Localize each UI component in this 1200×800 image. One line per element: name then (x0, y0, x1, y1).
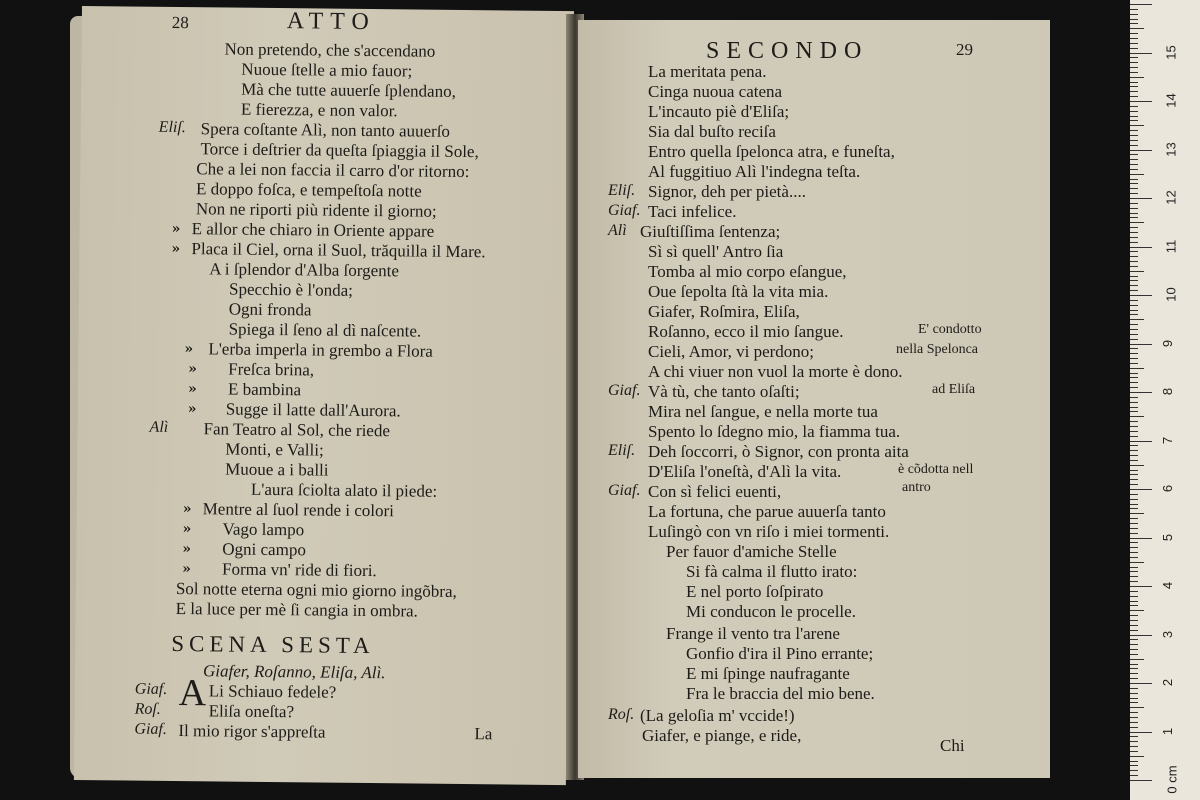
ruler-tick (1130, 188, 1138, 189)
text-line: Non pretendo, che s'accendano (224, 39, 436, 61)
ruler-tick (1130, 688, 1138, 689)
ruler-tick (1130, 630, 1138, 631)
text-line: Deh ſoccorri, ò Signor, con pronta aita (648, 442, 909, 461)
ruler-tick (1130, 741, 1138, 742)
ruler-label: 6 (1160, 484, 1176, 493)
scene-cast: Giafer, Roſanno, Eliſa, Alì. (202, 661, 386, 683)
text-line: L'erba imperla in grembo a Flora (208, 339, 433, 361)
ruler-tick (1130, 57, 1138, 58)
ruler-tick (1130, 567, 1138, 568)
ruler-tick (1130, 615, 1138, 616)
ruler-tick (1130, 387, 1138, 388)
text-line: Mi conducon le procelle. (686, 602, 856, 621)
text-line: L'aura ſciolta alato il piede: (250, 479, 438, 501)
text-line: Roſanno, ecco il mio ſangue. (648, 322, 844, 341)
text-line: Sugge il latte dall'Aurora. (225, 399, 401, 421)
quote-mark: » (182, 501, 192, 518)
ruler-tick (1130, 746, 1138, 747)
ruler-tick (1130, 86, 1138, 87)
ruler-tick (1130, 120, 1138, 121)
ruler-tick (1130, 528, 1138, 529)
ruler-tick (1130, 765, 1138, 766)
ruler-tick (1130, 436, 1138, 437)
ruler-tick (1130, 523, 1138, 524)
ruler-tick (1130, 698, 1138, 699)
text-line: La meritata pena. (648, 62, 767, 81)
ruler-tick (1130, 664, 1138, 665)
ruler-label: 5 (1160, 533, 1176, 541)
ruler-tick (1130, 727, 1138, 728)
ruler-tick (1130, 571, 1138, 572)
ruler-tick (1130, 639, 1138, 640)
ruler-tick (1130, 761, 1138, 762)
text-line: Tomba al mio corpo eſangue, (648, 262, 847, 281)
ruler-tick (1130, 19, 1138, 20)
text-line: Che a lei non faccia il carro d'or ritorno: (196, 159, 470, 182)
ruler-tick (1130, 82, 1138, 83)
ruler-tick (1130, 38, 1138, 39)
ruler-tick (1130, 552, 1138, 553)
text-line: D'Eliſa l'oneſtà, d'Alì la vita. (648, 462, 842, 481)
ruler-tick (1130, 601, 1138, 602)
ruler-tick (1130, 518, 1138, 519)
ruler-tick (1130, 266, 1138, 267)
ruler-tick (1130, 581, 1138, 582)
ruler-tick (1130, 261, 1138, 262)
ruler-tick (1130, 319, 1144, 320)
ruler-tick (1130, 314, 1138, 315)
speaker-label: Roſ. (608, 706, 635, 723)
ruler-tick (1130, 305, 1138, 306)
ruler-tick (1130, 576, 1138, 577)
speaker-label: Giaf. (134, 720, 167, 738)
quote-mark: » (182, 541, 192, 558)
text-line: Mà che tutte auuerſe ſplendano, (241, 79, 457, 101)
ruler-tick (1130, 295, 1152, 296)
ruler-tick (1130, 300, 1138, 301)
ruler-tick (1130, 290, 1138, 291)
text-line: Taci infelice. (648, 202, 737, 221)
ruler-tick (1130, 43, 1138, 44)
ruler-tick (1130, 474, 1138, 475)
ruler-tick (1130, 256, 1138, 257)
ruler-tick (1130, 382, 1138, 383)
ruler-tick (1130, 213, 1138, 214)
ruler-tick (1130, 707, 1144, 708)
text-line: Fra le braccia del mio bene. (686, 684, 875, 703)
ruler-tick (1130, 130, 1138, 131)
speaker-label: Eliſ. (608, 182, 636, 199)
ruler-tick (1130, 499, 1138, 500)
ruler-tick (1130, 53, 1152, 54)
ruler-tick (1130, 183, 1138, 184)
text-line: E allor che chiaro in Oriente appare (191, 219, 435, 241)
text-line: Il mio rigor s'appreſta (178, 721, 326, 742)
text-line: Al fuggitiuo Alì l'indegna teſta. (648, 162, 861, 181)
ruler-tick (1130, 562, 1144, 563)
left-page-number: 28 (171, 12, 189, 33)
quote-mark: » (182, 521, 192, 538)
measuring-ruler (1130, 0, 1200, 800)
ruler-tick (1130, 179, 1138, 180)
ruler-tick (1130, 28, 1144, 29)
ruler-tick (1130, 217, 1138, 218)
text-line: Placa il Ciel, orna il Suol, trăquilla il Mare. (191, 239, 486, 262)
text-line: Non ne riporti più ridente il giorno; (195, 199, 437, 221)
ruler-tick (1130, 48, 1138, 49)
ruler-tick (1130, 693, 1138, 694)
ruler-tick (1130, 770, 1138, 771)
text-line: Signor, deh per pietà.... (648, 182, 806, 201)
text-line: Specchio è l'onda; (228, 279, 354, 300)
speaker-label: Roſ. (134, 700, 161, 718)
text-line: Frange il vento tra l'arene (666, 624, 840, 643)
quote-mark: » (182, 561, 191, 578)
ruler-tick (1130, 644, 1138, 645)
ruler-tick (1130, 271, 1144, 272)
ruler-tick (1130, 125, 1144, 126)
ruler-tick (1130, 280, 1138, 281)
text-line: Giuſtiſſima ſentenza; (640, 222, 781, 241)
ruler-tick (1130, 96, 1138, 97)
ruler-tick (1130, 756, 1144, 757)
speaker-label: Giaf. (608, 482, 641, 499)
ruler-tick (1130, 635, 1152, 636)
ruler-label: 12 (1163, 190, 1179, 205)
ruler-tick (1130, 547, 1138, 548)
text-line: Giafer, e piange, e ride, (642, 726, 802, 745)
text-line: Mira nel ſangue, e nella morte tua (648, 402, 878, 421)
ruler-tick (1130, 339, 1138, 340)
ruler-tick (1130, 222, 1144, 223)
ruler-tick (1130, 232, 1138, 233)
text-line: E doppo foſca, e tempeſtoſa notte (195, 179, 422, 201)
text-line: E fierezza, e non valor. (240, 99, 398, 121)
ruler-label: 2 (1160, 678, 1176, 687)
ruler-tick (1130, 145, 1138, 146)
catchword: La (474, 724, 493, 744)
quote-mark: » (187, 381, 197, 398)
ruler-tick (1130, 111, 1138, 112)
text-line: Và tù, che tanto oſaſti; (648, 382, 800, 401)
scene-title: SCENA SESTA (171, 630, 375, 659)
text-line: Gonfio d'ira il Pino errante; (686, 644, 874, 663)
ruler-tick (1130, 154, 1138, 155)
ruler-tick (1130, 538, 1152, 539)
ruler-tick (1130, 377, 1138, 378)
stage-direction: ad Eliſa (932, 382, 976, 397)
ruler-tick (1130, 455, 1138, 456)
ruler-tick (1130, 402, 1138, 403)
text-line: (La geloſia m' vccide!) (640, 706, 795, 725)
ruler-tick (1130, 591, 1138, 592)
speaker-label: Giaf. (608, 202, 641, 219)
speaker-label: Alì (608, 222, 627, 239)
ruler-label: 9 (1160, 339, 1176, 347)
ruler-tick (1130, 465, 1144, 466)
ruler-tick (1130, 450, 1138, 451)
text-line: Sia dal buſto reciſa (648, 122, 776, 141)
ruler-tick (1130, 363, 1138, 364)
ruler-tick (1130, 470, 1138, 471)
speaker-label: Alì (149, 418, 169, 436)
text-line: Sol notte eterna ogni mio giorno ingõbra, (175, 579, 457, 601)
ruler-tick (1130, 421, 1138, 422)
ruler-tick (1130, 91, 1138, 92)
ruler-tick (1130, 416, 1144, 417)
ruler-tick (1130, 775, 1138, 776)
ruler-label: 7 (1160, 436, 1176, 444)
ruler-tick (1130, 251, 1138, 252)
text-line: Muoue a i balli (225, 459, 329, 480)
ruler-label: 15 (1163, 44, 1179, 60)
ruler-tick (1130, 542, 1138, 543)
ruler-tick (1130, 533, 1138, 534)
ruler-tick (1130, 712, 1138, 713)
ruler-tick (1130, 198, 1152, 199)
ruler-tick (1130, 625, 1138, 626)
text-line: A chi viuer non vuol la morte è dono. (648, 362, 903, 381)
ruler-tick (1130, 334, 1138, 335)
ruler-tick (1130, 67, 1138, 68)
ruler-tick (1130, 14, 1138, 15)
ruler-tick (1130, 9, 1138, 10)
ruler-tick (1130, 242, 1138, 243)
ruler-tick (1130, 654, 1138, 655)
text-line: Forma vn' ride di fiori. (222, 559, 377, 581)
ruler-tick (1130, 353, 1138, 354)
left-page (74, 6, 574, 785)
ruler-tick (1130, 513, 1144, 514)
text-line: Monti, e Valli; (225, 439, 324, 460)
ruler-tick (1130, 736, 1138, 737)
text-line: Cinga nuoua catena (648, 82, 783, 101)
ruler-tick (1130, 368, 1144, 369)
ruler-tick (1130, 620, 1138, 621)
right-running-head: SECONDO (706, 38, 869, 64)
left-running-head: ATTO (286, 8, 376, 36)
ruler-tick (1130, 460, 1138, 461)
ruler-tick (1130, 329, 1138, 330)
ruler-tick (1130, 203, 1138, 204)
ruler-tick (1130, 193, 1138, 194)
speaker-label: Giaf. (608, 382, 641, 399)
ruler-tick (1130, 722, 1138, 723)
ruler-tick (1130, 227, 1138, 228)
text-line: Giafer, Roſmira, Eliſa, (648, 302, 800, 321)
ruler-tick (1130, 397, 1138, 398)
ruler-tick (1130, 717, 1138, 718)
ruler-tick (1130, 411, 1138, 412)
ruler-tick (1130, 426, 1138, 427)
text-line: Mentre al ſuol rende i colori (202, 499, 395, 521)
text-line: Ogni fronda (228, 299, 312, 320)
ruler-label: 1 (1160, 727, 1176, 735)
text-line: La fortuna, che parue auuerſa tanto (648, 502, 886, 521)
ruler-tick (1130, 780, 1152, 781)
speaker-label: Eliſ. (158, 118, 186, 137)
text-line: Con sì felici euenti, (648, 482, 782, 501)
ruler-label: 13 (1163, 141, 1179, 157)
ruler-label: 8 (1160, 387, 1176, 396)
ruler-tick (1130, 62, 1138, 63)
right-page (578, 20, 1050, 778)
ruler-tick (1130, 101, 1152, 102)
ruler-tick (1130, 508, 1138, 509)
ruler-tick (1130, 208, 1138, 209)
ruler-label: 14 (1163, 93, 1179, 108)
ruler-tick (1130, 23, 1138, 24)
drop-cap: A (178, 672, 207, 715)
ruler-tick (1130, 310, 1138, 311)
ruler-tick (1130, 504, 1138, 505)
text-line: Entro quella ſpelonca atra, e funeſta, (648, 142, 895, 161)
ruler-tick (1130, 431, 1138, 432)
text-line: Torce i deſtrier da queſta ſpiaggia il Sole, (200, 139, 479, 162)
ruler-tick (1130, 106, 1138, 107)
quote-mark: » (187, 401, 197, 418)
ruler-tick (1130, 557, 1138, 558)
quote-mark: » (184, 341, 194, 358)
ruler-tick (1130, 164, 1138, 165)
ruler-tick (1130, 344, 1152, 345)
ruler-tick (1130, 348, 1138, 349)
text-line: Eliſa oneſta? (208, 701, 295, 722)
ruler-tick (1130, 751, 1138, 752)
ruler-tick (1130, 668, 1138, 669)
ruler-tick (1130, 702, 1138, 703)
stage-direction: è cõdotta nell (898, 462, 974, 477)
text-line: E nel porto ſoſpirato (686, 582, 824, 601)
ruler-tick (1130, 150, 1152, 151)
text-line: Vago lampo (222, 519, 305, 540)
stage-direction: antro (902, 480, 931, 495)
ruler-tick (1130, 441, 1152, 442)
ruler-tick (1130, 407, 1138, 408)
text-line: Spiega il ſeno al dì naſcente. (228, 319, 422, 341)
ruler-tick (1130, 678, 1138, 679)
ruler-tick (1130, 596, 1138, 597)
ruler-tick (1130, 324, 1138, 325)
ruler-tick (1130, 72, 1138, 73)
ruler-tick (1130, 135, 1138, 136)
ruler-tick (1130, 484, 1138, 485)
text-line: E mi ſpinge naufragante (686, 664, 850, 683)
catchword: Chi (940, 736, 965, 755)
text-line: Luſingò con vn riſo i miei tormenti. (648, 522, 890, 541)
ruler-tick (1130, 392, 1152, 393)
text-line: Nuoue ſtelle a mio fauor; (241, 59, 413, 81)
stage-direction: E' condotto (918, 322, 982, 337)
ruler-tick (1130, 174, 1144, 175)
ruler-tick (1130, 140, 1138, 141)
ruler-tick (1130, 159, 1138, 160)
quote-mark: » (171, 220, 181, 238)
right-page-number: 29 (956, 40, 973, 59)
ruler-tick (1130, 649, 1138, 650)
ruler-tick (1130, 659, 1144, 660)
text-line: Fan Teatro al Sol, che riede (203, 419, 391, 441)
ruler-label: 3 (1160, 630, 1176, 638)
ruler-tick (1130, 247, 1152, 248)
ruler-tick (1130, 683, 1152, 684)
stage-direction: nella Spelonca (896, 342, 979, 357)
quote-mark: » (171, 240, 181, 258)
text-line: Si fà calma il flutto irato: (686, 562, 858, 581)
ruler-label: 10 (1163, 287, 1179, 302)
text-line: Li Schiauo fedele? (208, 681, 337, 702)
ruler-tick (1130, 494, 1138, 495)
ruler-tick (1130, 33, 1138, 34)
ruler-tick (1130, 586, 1152, 587)
ruler-tick (1130, 77, 1144, 78)
ruler-tick (1130, 605, 1138, 606)
ruler-tick (1130, 169, 1138, 170)
ruler-tick (1130, 276, 1138, 277)
ruler-tick (1130, 673, 1138, 674)
ruler-tick (1130, 358, 1138, 359)
ruler-label: 0 cm (1164, 765, 1180, 794)
ruler-tick (1130, 4, 1152, 5)
text-line: L'incauto piè d'Eliſa; (648, 102, 790, 121)
text-line: Sì sì quell' Antro ſia (648, 242, 784, 261)
text-line: Spera coſtante Alì, non tanto auuerſo (200, 119, 451, 141)
ruler-tick (1130, 116, 1138, 117)
ruler-label: 4 (1160, 581, 1176, 590)
ruler-tick (1130, 285, 1138, 286)
ruler-tick (1130, 489, 1152, 490)
quote-mark: » (188, 361, 198, 378)
ruler-label: 11 (1163, 239, 1179, 253)
text-line: Ogni campo (222, 539, 306, 560)
ruler-tick (1130, 373, 1138, 374)
ruler-tick (1130, 732, 1152, 733)
text-line: Freſca brina, (228, 359, 315, 380)
text-line: E la luce per mè ſi cangia in ombra. (175, 599, 418, 621)
ruler-tick (1130, 445, 1138, 446)
speaker-label: Eliſ. (608, 442, 636, 459)
text-line: Oue ſepolta ſtà la vita mia. (648, 282, 829, 301)
text-line: E bambina (227, 379, 302, 400)
ruler-tick (1130, 237, 1138, 238)
text-line: Per fauor d'amiche Stelle (666, 542, 837, 561)
text-line: Cieli, Amor, vi perdono; (648, 342, 814, 361)
text-line: Spento lo ſdegno mio, la fiamma tua. (648, 422, 901, 441)
ruler-tick (1130, 610, 1144, 611)
text-line: A i ſplendor d'Alba ſorgente (209, 259, 400, 281)
ruler-tick (1130, 479, 1138, 480)
speaker-label: Giaf. (134, 680, 168, 698)
